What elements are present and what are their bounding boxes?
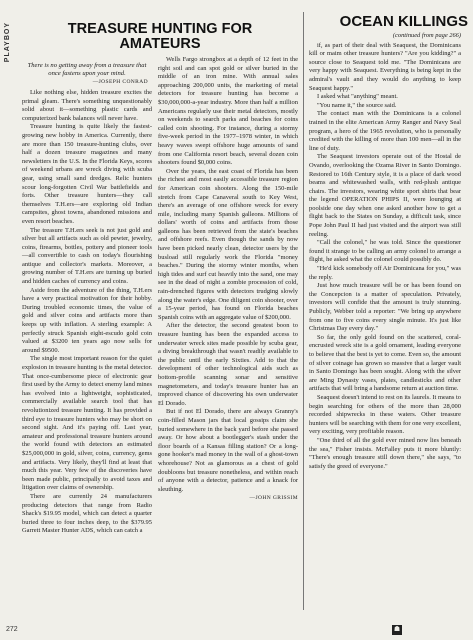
paragraph: "Call the colonel," he was told. Since the questioner found it strange to be calling an army colonel to arrange a flight, he asked what the colonel could possibly do.: [309, 239, 461, 264]
epigraph-text: There is no getting away from a treasure that once fastens upon your mind.: [27, 62, 147, 77]
paragraph: "One third of all the gold ever mined now lies beneath the sea," Fisher insists. McFalley puts it more bluntly: "There's enough treasure still down there," she says, "to satisfy the greed of everyone.": [309, 436, 461, 470]
ocean-killings-column: [309, 32, 461, 471]
paragraph: So far, the only gold found on the scattered, coral-encrusted wreck site is a gold ornament, leading everyone to believe that the best is yet to come. Even so, the amount of silver coinage has grown so massive that a larger vault in Santo Domingo has been sought. Along with the silver are Ming Dynasty vases, plates, candlesticks and other artifacts that will bring a handsome return at auction time.: [309, 333, 461, 393]
ocean-killings-title: OCEAN KILLINGS: [339, 13, 468, 30]
paragraph: The treasure T.H.ers seek is not just gold and silver but all artifacts such as old pewter, jewelry, coins, firearms, bottles, pottery and pioneer tools—all convertible to cash on today's flourishing antique and collector's markets. Moreover, a growing number of T.H.ers are turning up buried and hidden caches of currency and coins.: [22, 226, 152, 286]
paragraph: Seaquest doesn't intend to rest on its laurels. It means to begin searching for others of the more than 28,000 recorded shipwrecks in these waters. Other treasure hunters will be searching with them for one very excellent, very exciting, very profitable reason.: [309, 393, 462, 436]
article-signature: —JOHN GRISSIM: [249, 495, 298, 502]
paragraph: Like nothing else, hidden treasure excites the primal gleam. There's something unquestionably solid about it—something plastic cards and computerized bank balances will never have.: [22, 89, 152, 122]
column-divider: [303, 12, 304, 610]
paragraph: Just how much treasure will be or has been found on the Concepcion is a matter of speculation. Privately, investors will confide that the amount is truly stunning. Publicly, Webber told a reporter: "We bring up anywhere from one to five coins every single minute. It's just like Christmas Day every day.": [309, 282, 461, 333]
continued-note: (continued from page 266): [392, 32, 461, 39]
treasure-column-1: [22, 56, 152, 536]
magazine-side-label: PLAYBOY: [4, 22, 11, 63]
paragraph: "You name it," the source said.: [317, 101, 397, 109]
epigraph-attribution: —JOSEPH CONRAD: [92, 79, 148, 85]
treasure-article-title: TREASURE HUNTING FOR AMATEURS: [67, 21, 253, 52]
page-number: 272: [6, 626, 18, 633]
paragraph: "He'd kick somebody off Air Dominicana for you," was the reply.: [309, 265, 461, 281]
epigraph: [26, 62, 148, 86]
paragraph: Treasure hunting is quite likely the fastest-growing new hobby in America. Currently, there are more than 150 treasure-hunting clubs, over half a dozen treasure magazines and many newsletters in the U.S. In the Florida Keys, scores of weekend urbans are wreck diving with scuba gear, using small sand dredges. Relic hunters scour long-forgotten Civil War battlefields and forts. Other treasure hunters—they call themselves T.H.ers—are exploring old Indian campsites, ghost towns, abandoned missions and even resort beaches.: [22, 123, 152, 225]
paragraph: Over the years, the east coast of Florida has been the richest and most easily accessible treasure region for American coin shooters. Along the 150-mile stretch from Cape Canaveral south to Key West, there's an average of one offshore wreck for every mile, including many Spanish galleons. Millions of dollars' worth of coins and artifacts from those galleons has been retrieved from the state's beaches and offshore reefs. Even though the sands by now have been picked nearly clean, detector users by the busload still regularly work the Florida "money beaches." During the stormy winter months, when high tides and surf cut heavily into the sand, one may see in the dead of night a zombie procession of cold, rain-drenched figures with detectors trudging slowly along the water's edge. One diligent coin shooter, over a 15-year period, has found on Florida beaches Spanish coins with an aggregate value of $200,000.: [158, 167, 298, 321]
paragraph: The single most important reason for the quiet explosion in treasure hunting is the metal detector. That once-cumbersome piece of electronic gear first used by the Army to detect enemy land mines has evolved into a lightweight, sophisticated, commercially available search tool that has revolutionized treasure hunting. It has provided a third eye to treasure hunters who may be short on second sight. And it's paying off. Last year, amateur and professional treasure hunters around the world found with detectors an estimated $25,000,000 in gold, silver, coins, currency, gems and artifacts. Very likely, they'll find at least that much this year. Very few of the discoveries have been made public, principally to avoid taxes and litigation over claims of ownership.: [22, 355, 152, 492]
paragraph: There are currently 24 manufacturers producing detectors that range from Radio Shack's $19.95 model, which can detect a quarter buried three to four inches deep, to the $379.95 Garrett Master Hunter ADS, which can catch a: [22, 492, 152, 535]
treasure-column-2: [158, 56, 298, 503]
paragraph: Aside from the adventure of the thing, T.H.ers have a very practical motivation for their hobby. During troubled economic times, the value of gold and silver coins and artifacts more than keeps up with inflation. A sterling example: A perfectly struck Spanish eight-escudo gold coin valued at $3200 ten years ago now sells for around $9500.: [22, 286, 152, 354]
paragraph: But if not El Dorado, there are always Granny's coin-filled Mason jars that local gossips claim she buried somewhere in the back yard before she passed away. Or how about a bootlegger's stash under the floor boards of a Kansas filling station? Or a long-gone hooker's mad money in the wall of a ghost-town whorehouse? Not as glamorous as a chest of gold doubloons but treasure nonetheless, and within reach of anyone with a detector, patience and a knack for sleuthing.: [158, 408, 298, 493]
paragraph: The contact man with the Dominicans is a colonel trained in the elite American Army Ranger and Navy Seal program, a hero of the 1965 revolution, who is personally credited with the killing of more than 100 men—all in the line of duty.: [309, 110, 461, 152]
paragraph: Wells Fargo strongbox at a depth of 12 feet in the right soil and can spot gold or silver buried in the middle of an iron mine. With annual sales approaching 200,000 units, the marketing of metal detectors for treasure hunting has become a $30,000,000-a-year industry. More than half a million Americans regularly use their metal detectors, mostly on weekends to search parks and beaches for coins called coin shooting. For instance, during a stormy five-week period in the 1977–1978 winter, in which heavy waves swept offshore huge amounts of sand from one California resort beach, several dozen coin shooters found $0,000 coins.: [158, 56, 298, 167]
rabbit-logo-icon: ☗: [393, 626, 401, 633]
paragraph: I asked what "anything" meant.: [317, 93, 398, 101]
paragraph: The Seaquest investors operate out of the Hostal de Ovando, overlooking the Ozama River in Santo Domingo. Restored to 16th Century style, it is a place of dark wood beams and whitewashed walls, with red-plush antique chairs. The investors, wearing white sport shirts that bear the legend OPERATION PHIPS II, were lounging at poolside one day when one asked another how to get a flight back to the States on Sunday, a difficult task, since Pope John Paul II had just visited and the airport was still reeling.: [309, 153, 461, 238]
paragraph: if, as part of their deal with Seaquest, the Dominicans kill or maim other treasure hunters? "Are you kidding?" a source close to Seaquest told me. "The Dominicans are very happy with Seaquest. Everything is being kept in the admiral's vault and they would do anything to keep Seaquest happy.": [309, 41, 461, 92]
paragraph: After the detector, the second greatest boon to treasure hunting has been the expanded access to underwater wreck sites made possible by scuba gear, a diving breakthrough that wasn't readily available to the public until the early Sixties. Add to that the development of other technological aids such as bottom-profile scanning sonar and sensitive magnetometers, and today's treasure hunter has an improved chance of discovering his own underwater El Dorado.: [158, 322, 298, 407]
